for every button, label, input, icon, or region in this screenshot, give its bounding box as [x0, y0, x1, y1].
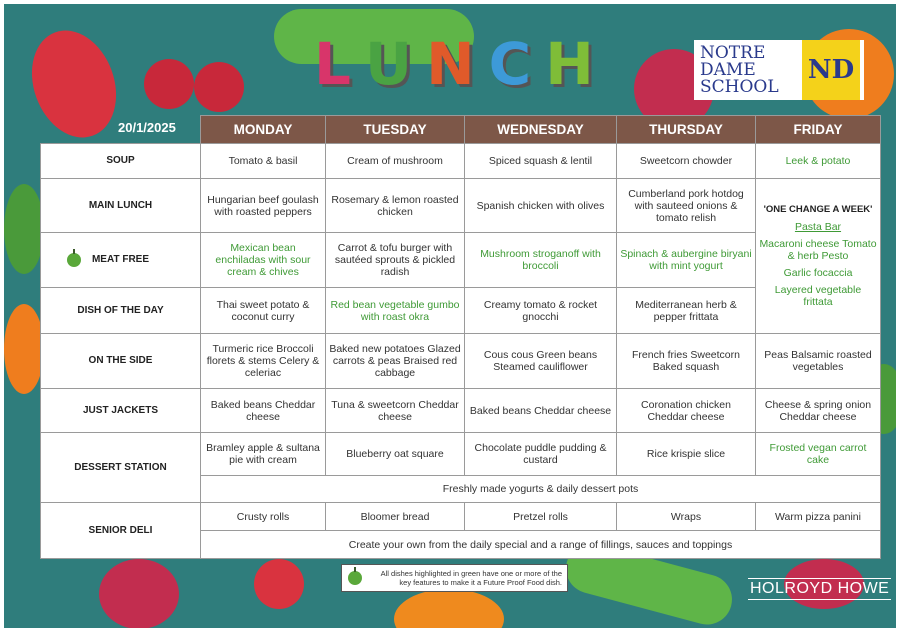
menu-cell: Creamy tomato & rocket gnocchi	[465, 288, 617, 334]
school-crest-icon: ND	[802, 40, 860, 100]
menu-cell: Frosted vegan carrot cake	[756, 433, 881, 476]
menu-cell: Turmeric rice Broccoli florets & stems Celery & celeriac	[201, 334, 326, 389]
school-name-line: NOTRE	[700, 42, 766, 63]
day-header: TUESDAY	[326, 116, 465, 144]
menu-cell: Mexican bean enchiladas with sour cream & chives	[201, 233, 326, 288]
menu-cell: Coronation chicken Cheddar cheese	[617, 389, 756, 433]
menu-cell: Baked beans Cheddar cheese	[465, 389, 617, 433]
menu-cell: Blueberry oat square	[326, 433, 465, 476]
day-header: WEDNESDAY	[465, 116, 617, 144]
row-label: ON THE SIDE	[41, 334, 201, 389]
shared-deli-cell: Create your own from the daily special and a range of fillings, sauces and toppings	[201, 531, 881, 559]
cherry-illustration	[144, 59, 194, 109]
menu-cell: Bloomer bread	[326, 503, 465, 531]
menu-cell: Rice krispie slice	[617, 433, 756, 476]
leaf-illustration	[4, 184, 44, 274]
menu-cell: Tomato & basil	[201, 144, 326, 179]
menu-cell: Crusty rolls	[201, 503, 326, 531]
menu-date: 20/1/2025	[118, 120, 176, 135]
title-letter: L	[314, 30, 351, 98]
future-proof-apple-icon	[348, 571, 362, 585]
menu-cell: French fries Sweetcorn Baked squash	[617, 334, 756, 389]
special-heading: 'ONE CHANGE A WEEK'	[763, 204, 873, 215]
menu-cell: Peas Balsamic roasted vegetables	[756, 334, 881, 389]
menu-cell: Cumberland pork hotdog with sauteed onions & tomato relish	[617, 179, 756, 233]
special-subheading: Pasta Bar	[794, 221, 842, 233]
legend-text: All dishes highlighted in green have one or more of the key features to make it a Future Proof Food dish.	[380, 569, 562, 587]
row-label: SENIOR DELI	[41, 503, 201, 559]
day-header: MONDAY	[201, 116, 326, 144]
special-item: Macaroni cheese Tomato & herb Pesto	[759, 238, 877, 262]
menu-cell: Thai sweet potato & coconut curry	[201, 288, 326, 334]
shared-dessert-cell: Freshly made yogurts & daily dessert pots	[201, 476, 881, 503]
special-item: Layered vegetable frittata	[774, 284, 862, 308]
row-label-text: MEAT FREE	[91, 254, 150, 265]
school-logo	[694, 40, 864, 100]
row-label: DESSERT STATION	[41, 433, 201, 503]
menu-cell: Carrot & tofu burger with sautéed sprouts & pickled radish	[326, 233, 465, 288]
menu-cell: Warm pizza panini	[756, 503, 881, 531]
menu-cell: Chocolate puddle pudding & custard	[465, 433, 617, 476]
future-proof-apple-icon	[67, 253, 81, 267]
menu-cell: Spinach & aubergine biryani with mint yogurt	[617, 233, 756, 288]
menu-cell: Cream of mushroom	[326, 144, 465, 179]
menu-table	[40, 115, 881, 559]
row-label: SOUP	[41, 144, 201, 179]
menu-cell: Bramley apple & sultana pie with cream	[201, 433, 326, 476]
caterer-logo: HOLROYD HOWE	[748, 578, 891, 600]
strawberry-illustration	[254, 559, 304, 609]
menu-cell: Wraps	[617, 503, 756, 531]
pepper-illustration	[394, 589, 504, 628]
row-label	[41, 233, 201, 288]
title-letter: U	[364, 30, 413, 98]
lunch-title	[308, 30, 600, 98]
row-label: MAIN LUNCH	[41, 179, 201, 233]
beetroot-illustration	[99, 559, 179, 628]
menu-cell: Leek & potato	[756, 144, 881, 179]
legend-box	[341, 564, 568, 592]
pepper-illustration	[4, 304, 44, 394]
menu-cell: Tuna & sweetcorn Cheddar cheese	[326, 389, 465, 433]
title-letter: N	[426, 30, 475, 98]
menu-cell: Red bean vegetable gumbo with roast okra	[326, 288, 465, 334]
row-label: DISH OF THE DAY	[41, 288, 201, 334]
day-header: THURSDAY	[617, 116, 756, 144]
menu-cell: Mediterranean herb & pepper frittata	[617, 288, 756, 334]
school-name-line: DAME	[700, 59, 756, 80]
menu-cell: Hungarian beef goulash with roasted peppers	[201, 179, 326, 233]
menu-cell: Sweetcorn chowder	[617, 144, 756, 179]
row-label: JUST JACKETS	[41, 389, 201, 433]
menu-cell: Cous cous Green beans Steamed cauliflower	[465, 334, 617, 389]
menu-cell: Rosemary & lemon roasted chicken	[326, 179, 465, 233]
menu-cell: Baked new potatoes Glazed carrots & peas Braised red cabbage	[326, 334, 465, 389]
title-letter: C	[488, 30, 532, 98]
special-item: Garlic focaccia	[783, 267, 853, 279]
menu-cell: Cheese & spring onion Cheddar cheese	[756, 389, 881, 433]
menu-cell: Spiced squash & lentil	[465, 144, 617, 179]
menu-cell: Spanish chicken with olives	[465, 179, 617, 233]
menu-cell: Pretzel rolls	[465, 503, 617, 531]
title-letter: H	[545, 30, 594, 98]
menu-cell: Mushroom stroganoff with broccoli	[465, 233, 617, 288]
school-name-line: SCHOOL	[700, 76, 779, 97]
menu-cell: Baked beans Cheddar cheese	[201, 389, 326, 433]
day-header: FRIDAY	[756, 116, 881, 144]
friday-special-cell	[756, 179, 881, 334]
corner-cell	[41, 116, 201, 144]
cherry-illustration	[194, 62, 244, 112]
